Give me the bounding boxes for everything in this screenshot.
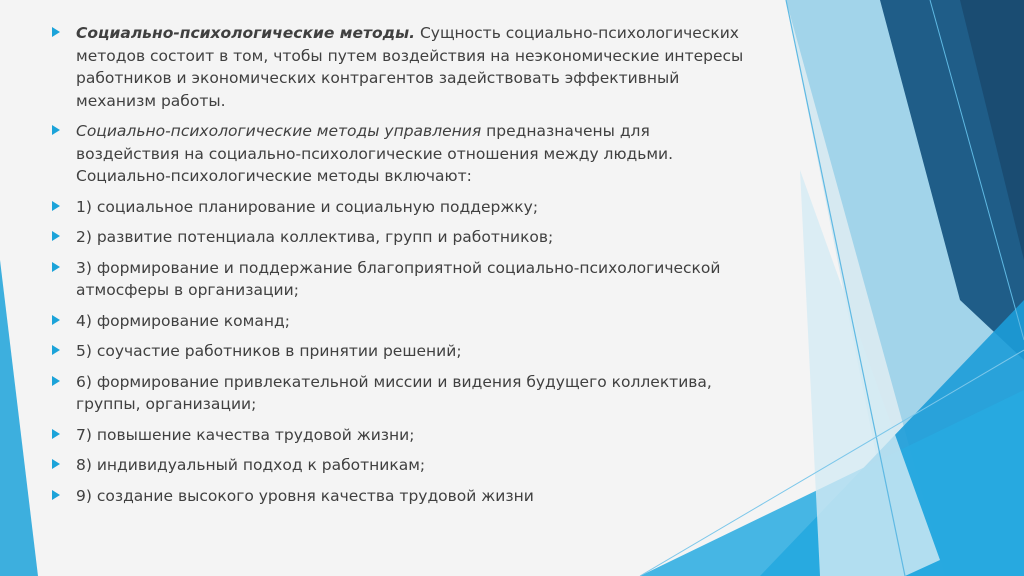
bullet-arrow-icon bbox=[52, 376, 60, 386]
bullet-arrow-icon bbox=[52, 125, 60, 135]
left-edge-shape bbox=[0, 260, 38, 576]
list-item bbox=[52, 257, 752, 302]
bullet-arrow-icon bbox=[52, 262, 60, 272]
bullet-arrow-icon bbox=[52, 490, 60, 500]
bullet-arrow-icon bbox=[52, 231, 60, 241]
list-item bbox=[52, 22, 752, 112]
bullet-arrow-icon bbox=[52, 429, 60, 439]
bullet-arrow-icon bbox=[52, 315, 60, 325]
item-text: предназначены для воздействия на социально-психологические отношения между людьми. Социально-психологические методы включают: bbox=[76, 122, 674, 185]
item-text: 5) соучастие работников в принятии решений; bbox=[76, 342, 462, 360]
item-text: 2) развитие потенциала коллектива, групп и работников; bbox=[76, 228, 554, 246]
item-text: 6) формирование привлекательной миссии и видения будущего коллектива, группы, организации; bbox=[76, 372, 712, 413]
list-item bbox=[52, 196, 752, 219]
slide-content bbox=[52, 22, 752, 515]
list-item bbox=[52, 485, 752, 508]
bullet-arrow-icon bbox=[52, 201, 60, 211]
bullet-arrow-icon bbox=[52, 459, 60, 469]
item-text: Сущность социально-психологических методов состоит в том, чтобы путем воздействия на неэкономические интересы работников и экономических контрагентов задействовать эффективный механизм работы. bbox=[76, 24, 744, 110]
list-item bbox=[52, 371, 752, 416]
list-item bbox=[52, 340, 752, 363]
item-text: 1) социальное планирование и социальную поддержку; bbox=[76, 197, 539, 216]
list-item bbox=[52, 226, 752, 249]
item-text: 7) повышение качества трудовой жизни; bbox=[76, 425, 415, 444]
list-item bbox=[52, 454, 752, 477]
item-emphasis: Социально-психологические методы управления bbox=[76, 122, 482, 140]
item-text: 4) формирование команд; bbox=[76, 311, 290, 330]
bullet-arrow-icon bbox=[52, 27, 60, 37]
list-item bbox=[52, 120, 752, 188]
item-text: 9) создание высокого уровня качества трудовой жизни bbox=[76, 486, 534, 505]
item-text: 3) формирование и поддержание благоприятной социально-психологической атмосферы в организации; bbox=[76, 258, 721, 299]
list-item bbox=[52, 310, 752, 333]
item-emphasis: Социально-психологические методы. bbox=[76, 24, 416, 42]
item-text: 8) индивидуальный подход к работникам; bbox=[76, 456, 426, 474]
list-item bbox=[52, 424, 752, 447]
bullet-arrow-icon bbox=[52, 345, 60, 355]
